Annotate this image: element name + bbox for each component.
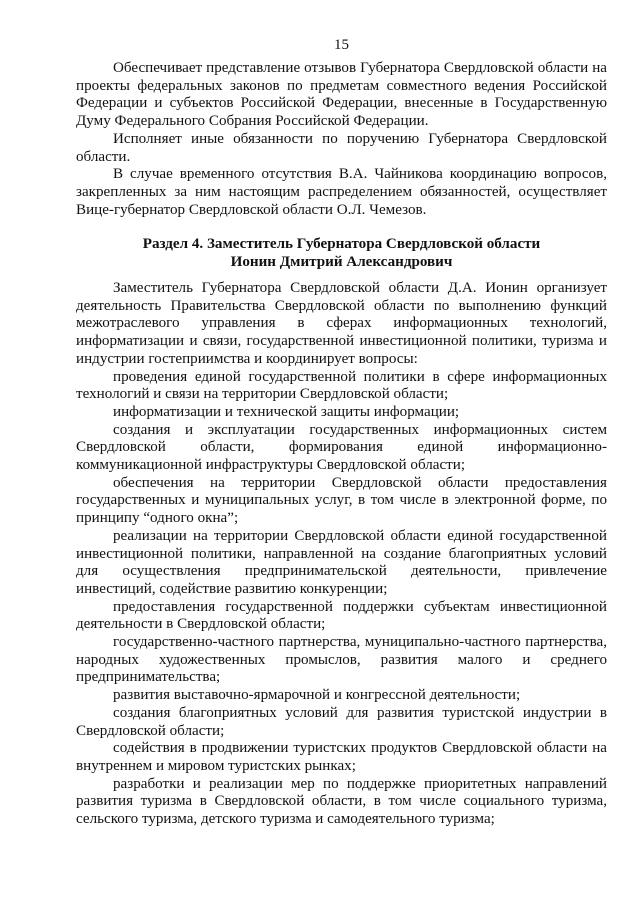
paragraph: Исполняет иные обязанности по поручению Губернатора Свердловской области. xyxy=(76,130,607,165)
list-item: реализации на территории Свердловской области единой государственной инвестиционной политики, направленной на создание благоприятных условий для осуществления предпринимательской деятельности, привлечение инвестиций, содействие развитию конкуренции; xyxy=(76,527,607,597)
section-text xyxy=(76,280,607,829)
section-person-name: Ионин Дмитрий Александрович xyxy=(230,254,453,270)
section-heading xyxy=(76,235,607,271)
list-item: проведения единой государственной политики в сфере информационных технологий и связи на территории Свердловской области; xyxy=(76,368,607,403)
list-item: содействия в продвижении туристских продуктов Свердловской области на внутреннем и мировом туристских рынках; xyxy=(76,740,607,774)
section-title: Раздел 4. Заместитель Губернатора Свердловской области xyxy=(142,236,541,252)
page-number: 15 xyxy=(334,37,349,53)
list-item: предоставления государственной поддержки субъектам инвестиционной деятельности в Свердловской области; xyxy=(76,598,607,633)
list-item: развития выставочно-ярмарочной и конгрессной деятельности; xyxy=(113,687,521,704)
list-item: создания благоприятных условий для развития туристской индустрии в Свердловской области; xyxy=(76,704,607,739)
intro-text xyxy=(76,60,607,219)
list-item: государственно-частного партнерства, муниципально-частного партнерства, народных художественных промыслов, развития малого и среднего предпринимательства; xyxy=(76,634,607,686)
paragraph: Обеспечивает представление отзывов Губернатора Свердловской области на проекты федеральных законов по предметам совместного ведения Российской Федерации и субъектов Российской Федерации, внесенные в Государственную Думу Федерального Собрания Российской Федерации. xyxy=(76,60,607,130)
list-item: обеспечения на территории Свердловской области предоставления государственных и муниципальных услуг, в том числе в электронной форме, по принципу “одного окна”; xyxy=(76,474,607,527)
paragraph: Заместитель Губернатора Свердловской области Д.А. Ионин организует деятельность Правительства Свердловской области по выполнению функций межотраслевого управления в сферах информационных технологий, информатизации и связи, государственной инвестиционной политики, туризма и индустрии гостеприимства и координирует вопросы: xyxy=(76,280,607,367)
list-item: разработки и реализации мер по поддержке приоритетных направлений развития туризма в Свердловской области, в том числе социального туризма, сельского туризма, детского туризма и самодеятельного туризма; xyxy=(76,775,607,828)
list-item: создания и эксплуатации государственных информационных систем Свердловской области, формирования единой информационно-коммуникационной инфраструктуры Свердловской области; xyxy=(76,421,607,474)
paragraph: В случае временного отсутствия В.А. Чайникова координацию вопросов, закрепленных за ним настоящим распределением обязанностей, осуществляет Вице-губернатор Свердловской области О.Л. Чемезов. xyxy=(76,166,607,218)
list-item: информатизации и технической защиты информации; xyxy=(113,403,460,420)
